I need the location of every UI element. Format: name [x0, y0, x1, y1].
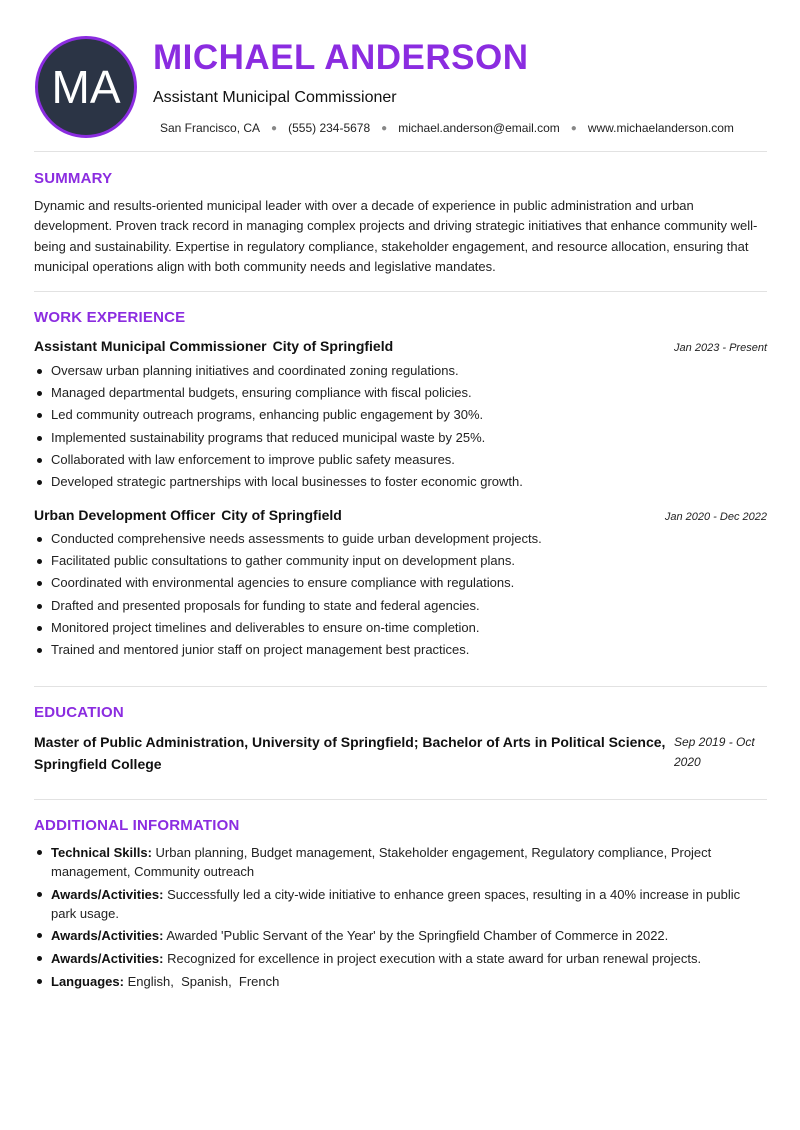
- job-bullet-list: [34, 529, 767, 662]
- job-organization: City of Springfield: [221, 507, 342, 523]
- divider: [34, 686, 767, 687]
- job-dates: Jan 2020 - Dec 2022: [664, 511, 767, 523]
- education-dates: Sep 2019 - Oct 2020: [674, 735, 755, 769]
- separator-dot-icon: ●: [271, 122, 278, 134]
- languages-list: [128, 974, 280, 989]
- list-item: [34, 926, 767, 945]
- list-item: Trained and mentored junior staff on project management best practices.: [34, 640, 767, 662]
- divider: [34, 151, 767, 152]
- separator-dot-icon: ●: [570, 122, 577, 134]
- work-experience-heading: WORK EXPERIENCE: [34, 309, 186, 326]
- summary-text: Dynamic and results-oriented municipal leader with over a decade of experience in public administration and urban development. Proven track record in managing complex projects and driving strategic initiatives that enhance community well-being and sustainability. Expertise in regulatory compliance, stakeholder engagement, and resource allocation, ensuring that municipal operations align with both community needs and legislative mandates.: [34, 198, 758, 274]
- language: , Spanish: [170, 974, 228, 989]
- candidate-title: Assistant Municipal Commissioner: [153, 89, 397, 106]
- item-label: Awards/Activities:: [51, 950, 164, 966]
- item-label: Awards/Activities:: [51, 886, 164, 902]
- contact-location: San Francisco, CA: [160, 121, 261, 135]
- divider: [34, 799, 767, 800]
- contact-website[interactable]: www.michaelanderson.com: [587, 121, 734, 135]
- list-item: Facilitated public consultations to gather community input on development plans.: [34, 551, 767, 573]
- job-dates: Jan 2023 - Present: [674, 342, 767, 354]
- avatar-initials: MA: [51, 61, 121, 113]
- language: , French: [228, 974, 279, 989]
- separator-dot-icon: ●: [381, 122, 388, 134]
- languages-item: [34, 972, 767, 991]
- list-item: Drafted and presented proposals for funding to state and federal agencies.: [34, 596, 767, 618]
- avatar: [35, 36, 137, 138]
- item-label: Technical Skills:: [51, 845, 152, 860]
- contact-email[interactable]: michael.anderson@email.com: [398, 121, 560, 135]
- list-item: Led community outreach programs, enhancing public engagement by 30%.: [34, 405, 767, 427]
- list-item: Developed strategic partnerships with local businesses to foster economic growth.: [34, 472, 767, 494]
- list-item: Conducted comprehensive needs assessments to guide urban development projects.: [34, 529, 767, 551]
- job-role: Assistant Municipal Commissioner: [34, 338, 267, 354]
- item-label: Awards/Activities:: [51, 928, 164, 943]
- job-header: [34, 507, 767, 523]
- item-text: Successfully led a city-wide initiative to enhance green spaces, resulting in a 40% increase in public park usage.: [51, 886, 741, 921]
- job-title-line: [34, 338, 393, 354]
- item-text: Awarded 'Public Servant of the Year' by the Springfield Chamber of Commerce in 2022.: [166, 928, 669, 943]
- job-title-line: [34, 507, 342, 523]
- list-item: Oversaw urban planning initiatives and coordinated zoning regulations.: [34, 361, 767, 383]
- list-item: Collaborated with law enforcement to improve public safety measures.: [34, 450, 767, 472]
- job-organization: City of Springfield: [272, 338, 394, 354]
- list-item: Coordinated with environmental agencies to ensure compliance with regulations.: [34, 573, 767, 595]
- list-item: [34, 885, 767, 923]
- item-text: Recognized for excellence in project execution with a state award for urban renewal projects.: [167, 950, 702, 966]
- item-text: Urban planning, Budget management, Stakeholder engagement, Regulatory compliance, Project management, Community outreach: [51, 845, 712, 879]
- language: English: [127, 973, 171, 989]
- contact-bar: [160, 121, 734, 135]
- summary-heading: SUMMARY: [34, 170, 113, 187]
- education-degree: Master of Public Administration, University of Springfield; Bachelor of Arts in Political Science, Springfield College: [34, 734, 666, 772]
- contact-phone[interactable]: (555) 234-5678: [288, 121, 371, 135]
- divider: [34, 291, 767, 292]
- item-label: Languages:: [51, 973, 124, 989]
- list-item: Managed departmental budgets, ensuring compliance with fiscal policies.: [34, 383, 767, 405]
- additional-info-list: [34, 843, 767, 994]
- job-bullet-list: [34, 361, 767, 494]
- job-role: Urban Development Officer: [34, 507, 216, 523]
- job-header: [34, 338, 767, 354]
- list-item: Implemented sustainability programs that reduced municipal waste by 25%.: [34, 428, 767, 450]
- candidate-name: MICHAEL ANDERSON: [153, 38, 529, 77]
- list-item: [34, 949, 767, 968]
- list-item: [34, 843, 767, 881]
- additional-info-heading: ADDITIONAL INFORMATION: [34, 817, 240, 834]
- list-item: Monitored project timelines and deliverables to ensure on-time completion.: [34, 618, 767, 640]
- education-heading: EDUCATION: [34, 704, 124, 721]
